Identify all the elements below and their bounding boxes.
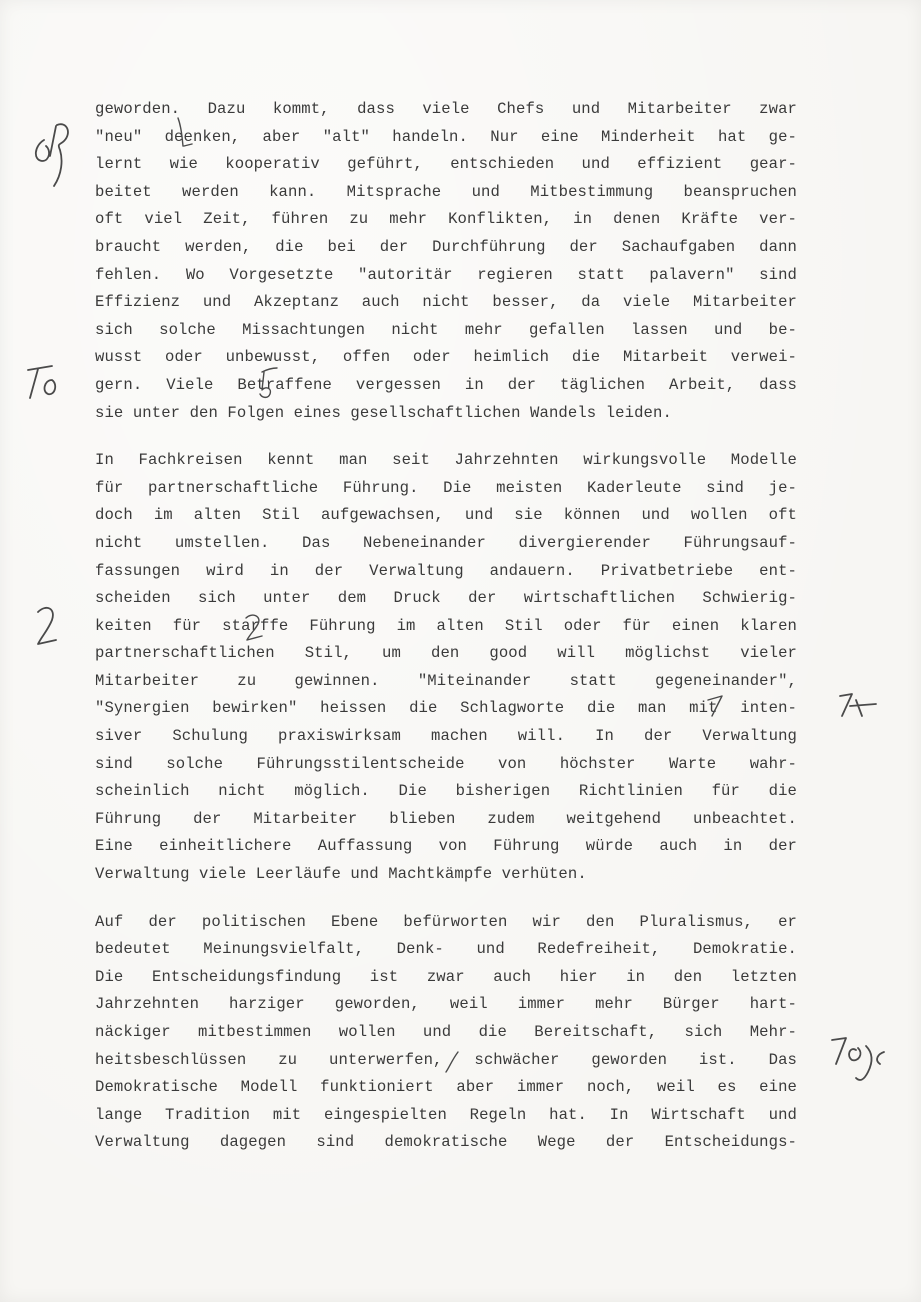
text-line: In Fachkreisen kennt man seit Jahrzehnten wirkungsvolle Modelle [95,451,797,470]
text-line: für partnerschaftliche Führung. Die meisten Kaderleute sind je- [95,478,797,497]
text-line: wusst oder unbewusst, offen oder heimlich die Mitarbeit verwei- [95,348,797,367]
text-line: lange Tradition mit eingespielten Regeln hat. In Wirtschaft und [95,1105,797,1124]
text-line: gern. Viele Betraffene vergessen in der täglichen Arbeit, dass [95,375,797,394]
text-line: siver Schulung praxiswirksam machen will. In der Verwaltung [95,727,797,746]
text-line: Demokratische Modell funktioniert aber immer noch, weil es eine [95,1078,797,1097]
text-line: doch im alten Stil aufgewachsen, und sie können und wollen oft [95,506,797,525]
text-line: beitet werden kann. Mitsprache und Mitbestimmung beanspruchen [95,182,797,201]
text-line: oft viel Zeit, führen zu mehr Konflikten, in denen Kräfte ver- [95,210,797,229]
text-line: Mitarbeiter zu gewinnen. "Miteinander statt gegeneinander", [95,671,797,690]
text-line: keiten für starffe Führung im alten Stil oder für einen klaren [95,616,797,635]
text-line: Die Entscheidungsfindung ist zwar auch hier in den letzten [95,967,797,986]
text-line: sich solche Missachtungen nicht mehr gefallen lassen und be- [95,320,797,339]
text-line: Auf der politischen Ebene befürworten wir den Pluralismus, er [95,912,797,931]
paragraph-1 [95,96,797,427]
text-line: heitsbeschlüssen zu unterwerfen, schwächer geworden ist. Das [95,1050,797,1069]
text-line: nicht umstellen. Das Nebeneinander divergierender Führungsauf- [95,533,797,552]
text-line: scheinlich nicht möglich. Die bisherigen Richtlinien für die [95,782,797,801]
paragraph-3 [95,909,797,1157]
text-line: Führung der Mitarbeiter blieben zudem weitgehend unbeachtet. [95,809,797,828]
text-line: "neu" deenken, aber "alt" handeln. Nur eine Minderheit hat ge- [95,127,797,146]
text-line: braucht werden, die bei der Durchführung der Sachaufgaben dann [95,237,797,256]
document-body [95,96,797,1157]
text-line: Verwaltung dagegen sind demokratische Wege der Entscheidungs- [95,1133,797,1152]
text-line: Effizienz und Akzeptanz auch nicht besser, da viele Mitarbeiter [95,293,797,312]
text-line: lernt wie kooperativ geführt, entschieden und effizient gear- [95,155,797,174]
text-line: fehlen. Wo Vorgesetzte "autoritär regieren statt palavern" sind [95,265,797,284]
text-line: "Synergien bewirken" heissen die Schlagworte die man mit inten- [95,699,797,718]
text-line: sind solche Führungsstilentscheide von höchster Warte wahr- [95,754,797,773]
text-line: bedeutet Meinungsvielfalt, Denk- und Redefreiheit, Demokratie. [95,940,797,959]
text-line: scheiden sich unter dem Druck der wirtschaftlichen Schwierig- [95,589,797,608]
paragraph-2 [95,447,797,889]
text-line: sie unter den Folgen eines gesellschaftlichen Wandels leiden. [95,403,672,422]
text-line: Verwaltung viele Leerläufe und Machtkämpfe verhüten. [95,865,587,884]
text-line: fassungen wird in der Verwaltung andauern. Privatbetriebe ent- [95,561,797,580]
text-line: näckiger mitbestimmen wollen und die Bereitschaft, sich Mehr- [95,1023,797,1041]
text-line: partnerschaftlichen Stil, um den good will möglichst vieler [95,644,797,663]
text-line: geworden. Dazu kommt, dass viele Chefs und Mitarbeiter zwar [95,100,797,118]
text-line: Jahrzehnten harziger geworden, weil immer mehr Bürger hart- [95,995,797,1014]
text-line: Eine einheitlichere Auffassung von Führung würde auch in der [95,837,797,856]
